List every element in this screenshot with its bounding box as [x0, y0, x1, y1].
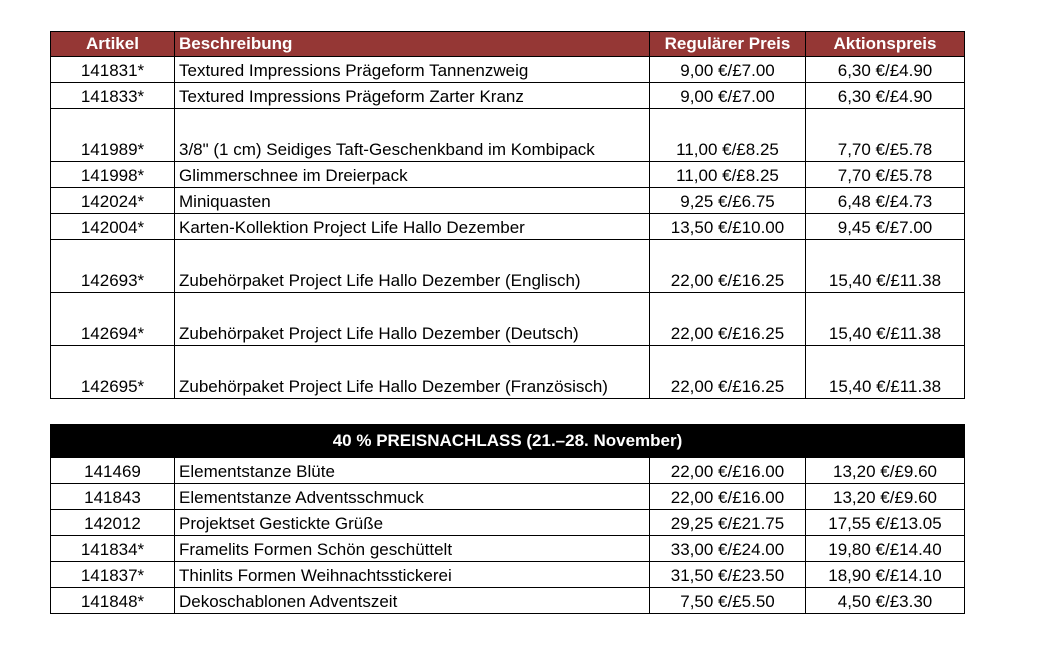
regulaer-price-cell: 9,00 €/£7.00 [650, 57, 806, 83]
beschreibung-cell: Framelits Formen Schön geschüttelt [175, 536, 650, 562]
aktion-price-cell: 13,20 €/£9.60 [806, 484, 965, 510]
artikel-cell: 141469 [51, 458, 175, 484]
artikel-cell: 142024* [51, 188, 175, 214]
beschreibung-cell: Elementstanze Blüte [175, 458, 650, 484]
beschreibung-cell: Miniquasten [175, 188, 650, 214]
aktion-price-cell: 19,80 €/£14.40 [806, 536, 965, 562]
aktion-price-cell: 15,40 €/£11.38 [806, 293, 965, 346]
regulaer-price-cell: 31,50 €/£23.50 [650, 562, 806, 588]
table-row [51, 536, 965, 562]
price-table-main [50, 31, 965, 399]
beschreibung-cell: Glimmerschnee im Dreierpack [175, 162, 650, 188]
beschreibung-cell: Dekoschablonen Adventszeit [175, 588, 650, 614]
table-row [51, 240, 965, 293]
table-row [51, 57, 965, 83]
artikel-cell: 142693* [51, 240, 175, 293]
beschreibung-cell: Thinlits Formen Weihnachtsstickerei [175, 562, 650, 588]
aktion-price-cell: 6,30 €/£4.90 [806, 57, 965, 83]
regulaer-price-cell: 11,00 €/£8.25 [650, 162, 806, 188]
table-row [51, 458, 965, 484]
table-row [51, 562, 965, 588]
table-row [51, 162, 965, 188]
beschreibung-cell: Textured Impressions Prägeform Zarter Kranz [175, 83, 650, 109]
artikel-cell: 141998* [51, 162, 175, 188]
table-row [51, 83, 965, 109]
beschreibung-cell: Zubehörpaket Project Life Hallo Dezember (Deutsch) [175, 293, 650, 346]
table-header-row [51, 32, 965, 57]
aktion-price-cell: 18,90 €/£14.10 [806, 562, 965, 588]
artikel-cell: 141843 [51, 484, 175, 510]
table-row [51, 293, 965, 346]
table-row [51, 510, 965, 536]
beschreibung-cell: Zubehörpaket Project Life Hallo Dezember (Englisch) [175, 240, 650, 293]
artikel-cell: 142004* [51, 214, 175, 240]
regulaer-price-cell: 22,00 €/£16.00 [650, 484, 806, 510]
table-row [51, 484, 965, 510]
artikel-cell: 142012 [51, 510, 175, 536]
table-row [51, 588, 965, 614]
aktion-price-cell: 6,48 €/£4.73 [806, 188, 965, 214]
beschreibung-cell: Textured Impressions Prägeform Tannenzweig [175, 57, 650, 83]
discount-banner-row [51, 425, 965, 458]
aktion-price-cell: 15,40 €/£11.38 [806, 346, 965, 399]
regulaer-price-cell: 22,00 €/£16.00 [650, 458, 806, 484]
beschreibung-cell: Elementstanze Adventsschmuck [175, 484, 650, 510]
beschreibung-cell: Zubehörpaket Project Life Hallo Dezember (Französisch) [175, 346, 650, 399]
table-row [51, 214, 965, 240]
table-row [51, 346, 965, 399]
table-row [51, 188, 965, 214]
artikel-cell: 141837* [51, 562, 175, 588]
regulaer-price-cell: 11,00 €/£8.25 [650, 109, 806, 162]
aktion-price-cell: 13,20 €/£9.60 [806, 458, 965, 484]
artikel-cell: 141831* [51, 57, 175, 83]
aktion-price-cell: 4,50 €/£3.30 [806, 588, 965, 614]
artikel-cell: 141833* [51, 83, 175, 109]
aktion-price-cell: 7,70 €/£5.78 [806, 109, 965, 162]
aktion-price-cell: 9,45 €/£7.00 [806, 214, 965, 240]
beschreibung-cell: 3/8" (1 cm) Seidiges Taft-Geschenkband im Kombipack [175, 109, 650, 162]
regulaer-price-cell: 29,25 €/£21.75 [650, 510, 806, 536]
header-aktionspreis: Aktionspreis [806, 32, 965, 57]
regulaer-price-cell: 9,25 €/£6.75 [650, 188, 806, 214]
regulaer-price-cell: 33,00 €/£24.00 [650, 536, 806, 562]
aktion-price-cell: 17,55 €/£13.05 [806, 510, 965, 536]
artikel-cell: 141834* [51, 536, 175, 562]
regulaer-price-cell: 9,00 €/£7.00 [650, 83, 806, 109]
regulaer-price-cell: 22,00 €/£16.25 [650, 293, 806, 346]
regulaer-price-cell: 22,00 €/£16.25 [650, 240, 806, 293]
regulaer-price-cell: 7,50 €/£5.50 [650, 588, 806, 614]
header-artikel: Artikel [51, 32, 175, 57]
discount-banner: 40 % PREISNACHLASS (21.–28. November) [51, 425, 965, 458]
header-regulaerer-preis: Regulärer Preis [650, 32, 806, 57]
price-table-discount [50, 424, 965, 614]
regulaer-price-cell: 13,50 €/£10.00 [650, 214, 806, 240]
aktion-price-cell: 15,40 €/£11.38 [806, 240, 965, 293]
header-beschreibung: Beschreibung [175, 32, 650, 57]
beschreibung-cell: Karten-Kollektion Project Life Hallo Dezember [175, 214, 650, 240]
artikel-cell: 141848* [51, 588, 175, 614]
aktion-price-cell: 7,70 €/£5.78 [806, 162, 965, 188]
aktion-price-cell: 6,30 €/£4.90 [806, 83, 965, 109]
table-row [51, 109, 965, 162]
beschreibung-cell: Projektset Gestickte Grüße [175, 510, 650, 536]
artikel-cell: 141989* [51, 109, 175, 162]
artikel-cell: 142694* [51, 293, 175, 346]
artikel-cell: 142695* [51, 346, 175, 399]
regulaer-price-cell: 22,00 €/£16.25 [650, 346, 806, 399]
